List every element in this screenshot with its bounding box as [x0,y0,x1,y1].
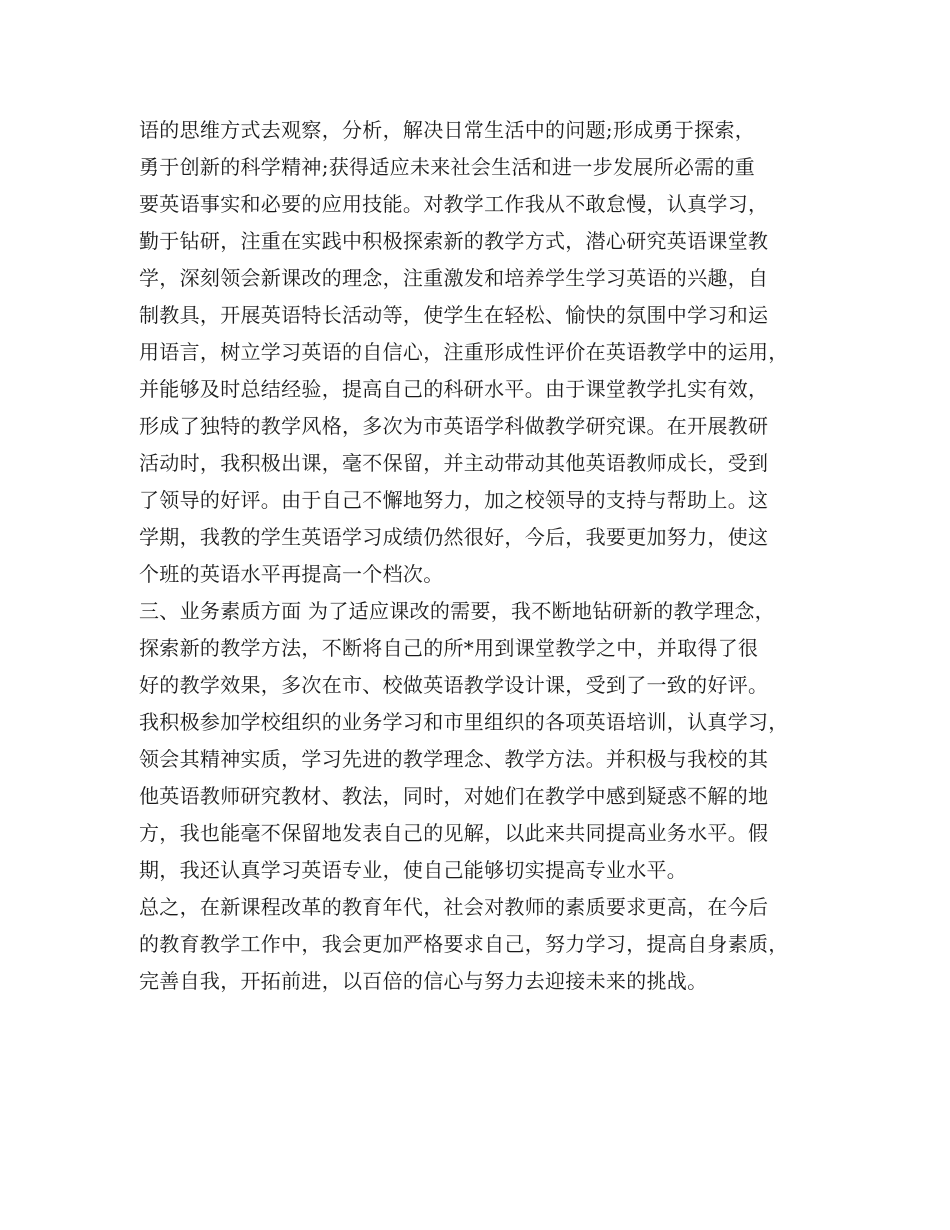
text-line: 学，深刻领会新课改的理念，注重激发和培养学生学习英语的兴趣，自 [139,266,769,290]
text-line: 他英语教师研究教材、教法，同时，对她们在教学中感到疑惑不解的地 [139,784,769,808]
text-line: 勇于创新的科学精神;获得适应未来社会生活和进一步发展所必需的重 [139,155,756,179]
text-line: 好的教学效果，多次在市、校做英语教学设计课，受到了一致的好评。 [139,673,769,697]
text-line: 的教育教学工作中，我会更加严格要求自己，努力学习，提高自身素质， [139,932,789,956]
text-line: 语的思维方式去观察，分析，解决日常生活中的问题;形成勇于探索， [139,118,756,142]
text-line: 期，我还认真学习英语专业，使自己能够切实提高专业水平。 [139,858,688,882]
text-line: 了领导的好评。由于自己不懈地努力，加之校领导的支持与帮助上。这 [139,488,769,512]
text-line: 活动时，我积极出课，毫不保留，并主动带动其他英语教师成长，受到 [139,451,769,475]
text-line: 领会其精神实质，学习先进的教学理念、教学方法。并积极与我校的其 [139,747,769,771]
section-heading-line: 三、业务素质方面 为了适应课改的需要，我不断地钻研新的教学理念， [139,599,775,623]
text-line: 总之，在新课程改革的教育年代，社会对教师的素质要求更高，在今后 [139,895,769,919]
text-line: 完善自我，开拓前进，以百倍的信心与努力去迎接未来的挑战。 [139,969,708,993]
body-text [139,112,839,1000]
text-line: 制教具，开展英语特长活动等，使学生在轻松、愉快的氛围中学习和运 [139,303,769,327]
text-line: 探索新的教学方法，不断将自己的所*用到课堂教学之中，并取得了很 [139,636,759,660]
text-line: 要英语事实和必要的应用技能。对教学工作我从不敢怠慢，认真学习， [139,192,769,216]
text-line: 我积极参加学校组织的业务学习和市里组织的各项英语培训，认真学习， [139,710,789,734]
text-line: 并能够及时总结经验，提高自己的科研水平。由于课堂教学扎实有效， [139,377,769,401]
text-line: 形成了独特的教学风格，多次为市英语学科做教学研究课。在开展教研 [139,414,769,438]
text-line: 个班的英语水平再提高一个档次。 [139,562,444,586]
text-line: 方，我也能毫不保留地发表自己的见解，以此来共同提高业务水平。假 [139,821,769,845]
text-line: 学期，我教的学生英语学习成绩仍然很好，今后，我要更加努力，使这 [139,525,769,549]
text-line: 勤于钻研，注重在实践中积极探索新的教学方式，潜心研究英语课堂教 [139,229,769,253]
text-line: 用语言，树立学习英语的自信心，注重形成性评价在英语教学中的运用， [139,340,789,364]
